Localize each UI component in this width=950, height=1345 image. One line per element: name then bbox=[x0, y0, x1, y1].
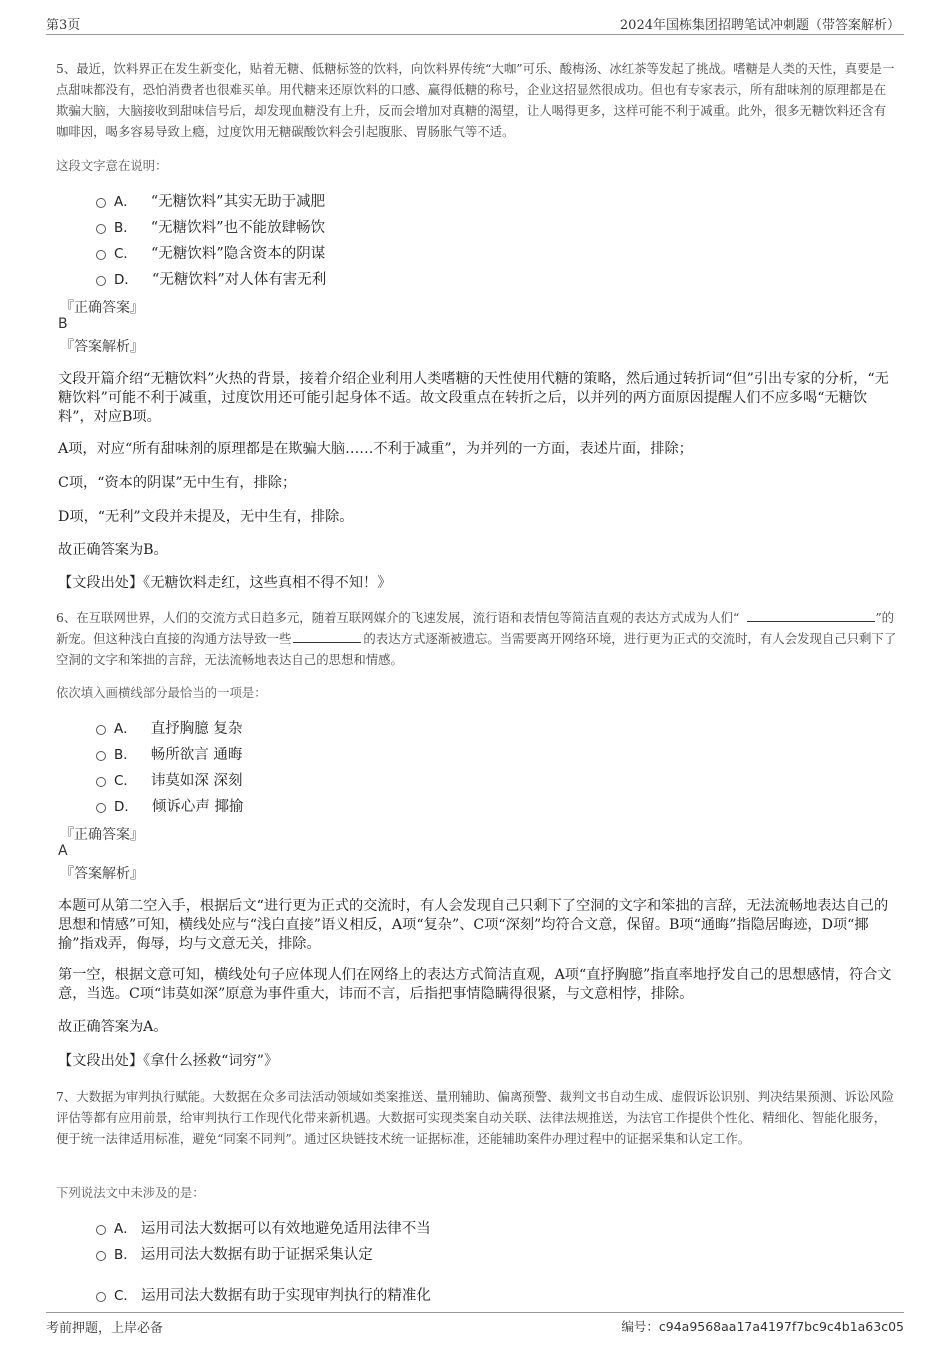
q5-option-c[interactable]: C． “无糖饮料”隐含资本的阴谋 bbox=[96, 242, 325, 262]
q6-analysis-paragraph: 本题可从第二空入手，根据后文“进行更为正式的交流时，有人会发现自己只剩下了空洞的文字和笨拙的言辞，无法流畅地表达自己的思想和情感”可知，横线处应与“浅白直接”语义相反，A项“复杂”、C项“深刻”均符合文意，保留。B项“通晦”指隐居晦迹，D项“揶揄”指戏弄，侮辱，均与文意无关，排除。 bbox=[58, 898, 889, 952]
q6-stem: 6、在互联网世界，人们的交流方式日趋多元，随着互联网媒介的飞速发展，流行语和表情包等简洁直观的表达方式成为人们“ ”的新宠。但这种浅白直接的沟通方法导致一些 的表达方式逐渐被遗忘。当需要离开网络环境，进行更为正式的交流时，有人会发现自己只剩下了空洞的文字和笨拙的言辞，无法流畅地表达自己的思想和情感。 bbox=[56, 610, 897, 667]
q5-answer-label: 『正确答案』 bbox=[60, 300, 144, 316]
page-number: 第3页 bbox=[46, 18, 81, 33]
blank-2[interactable] bbox=[293, 630, 361, 643]
blank-1[interactable] bbox=[747, 609, 875, 622]
q5-option-a[interactable]: A． “无糖饮料”其实无助于减肥 bbox=[96, 190, 325, 210]
document-title: 2024年国栋集团招聘笔试冲刺题（带答案解析） bbox=[619, 18, 900, 33]
page-footer bbox=[46, 1312, 904, 1336]
q5-option-b[interactable]: B． “无糖饮料”也不能放肆畅饮 bbox=[96, 216, 325, 236]
q5-source: 【文段出处】《无糖饮料走红，这些真相不得不知！》 bbox=[58, 575, 392, 591]
radio-icon[interactable] bbox=[96, 803, 106, 813]
q7-option-c[interactable]: C． 运用司法大数据有助于实现审判执行的精准化 bbox=[96, 1284, 431, 1304]
q5-prompt: 这段文字意在说明： bbox=[56, 158, 168, 173]
q5-analysis-paragraph: 文段开篇介绍“无糖饮料”火热的背景，接着介绍企业利用人类嗜糖的天性使用代糖的策略，然后通过转折词“但”引出专家的分析，“无糖饮料”可能不利于减重，过度饮用还可能引起身体不适。故文段重点在转折之后，以并列的两方面原因提醒人们不应多喝“无糖饮料”，对应B项。 bbox=[58, 371, 889, 425]
radio-icon[interactable] bbox=[96, 276, 106, 286]
q6-option-c[interactable]: C． 讳莫如深 深刻 bbox=[96, 769, 243, 789]
q6-prompt: 依次填入画横线部分最恰当的一项是： bbox=[56, 685, 267, 700]
q7-stem: 7、大数据为审判执行赋能。大数据在众多司法活动领域如类案推送、量刑辅助、偏离预警、裁判文书自动生成、虚假诉讼识别、判决结果预测、诉讼风险评估等都有应用前景，给审判执行工作现代化带来新机遇。大数据可实现类案自动关联、法律法规推送，为法官工作提供个性化、精细化、智能化服务，便于统一法律适用标准，避免“同案不同判”。通过区块链技术统一证据标准，还能辅助案件办理过程中的证据采集和认定工作。 bbox=[56, 1089, 895, 1146]
radio-icon[interactable] bbox=[96, 198, 106, 208]
q5-analysis-paragraph: 故正确答案为B。 bbox=[58, 542, 168, 558]
q7-option-b[interactable]: B． 运用司法大数据有助于证据采集认定 bbox=[96, 1243, 373, 1263]
q5-analysis-paragraph: C项，“资本的阴谋”无中生有，排除； bbox=[58, 475, 297, 491]
q5-analysis-paragraph: D项，“无利”文段并未提及，无中生有，排除。 bbox=[58, 509, 354, 525]
q7-prompt: 下列说法文中未涉及的是： bbox=[56, 1185, 205, 1200]
q5-option-d[interactable]: D． “无糖饮料”对人体有害无利 bbox=[96, 268, 326, 288]
q6-analysis-label: 『答案解析』 bbox=[60, 866, 144, 882]
footer-slogan: 考前押题，上岸必备 bbox=[46, 1321, 164, 1336]
q6-analysis-paragraph: 第一空，根据文意可知，横线处句子应体现人们在网络上的表达方式简洁直观，A项“直抒胸臆”指直率地抒发自己的思想感情，符合文意，当选。C项“讳莫如深”原意为事件重大，讳而不言，后指把事情隐瞒得很紧，与文意相悖，排除。 bbox=[58, 967, 892, 1002]
q6-source: 【文段出处】《拿什么拯救“词穷”》 bbox=[58, 1053, 279, 1069]
radio-icon[interactable] bbox=[96, 1292, 106, 1302]
q6-option-b[interactable]: B． 畅所欲言 通晦 bbox=[96, 743, 242, 763]
q6-answer: A bbox=[58, 843, 68, 859]
q7-option-a[interactable]: A． 运用司法大数据可以有效地避免适用法律不当 bbox=[96, 1217, 431, 1237]
q5-analysis-paragraph: A项，对应“所有甜味剂的原理都是在欺骗大脑……不利于减重”，为并列的一方面，表述片面，排除； bbox=[58, 441, 693, 457]
radio-icon[interactable] bbox=[96, 1225, 106, 1235]
q5-answer: B bbox=[58, 316, 68, 332]
radio-icon[interactable] bbox=[96, 777, 106, 787]
radio-icon[interactable] bbox=[96, 725, 106, 735]
document-id: 编号：c94a9568aa17a4197f7bc9c4b1a63c05 bbox=[621, 1319, 904, 1334]
q6-answer-label: 『正确答案』 bbox=[60, 827, 144, 843]
q6-option-a[interactable]: A． 直抒胸臆 复杂 bbox=[96, 717, 242, 737]
radio-icon[interactable] bbox=[96, 1251, 106, 1261]
q6-analysis-paragraph: 故正确答案为A。 bbox=[58, 1019, 168, 1035]
page-header bbox=[46, 12, 904, 35]
radio-icon[interactable] bbox=[96, 751, 106, 761]
q5-analysis-label: 『答案解析』 bbox=[60, 339, 144, 355]
q6-option-d[interactable]: D． 倾诉心声 揶揄 bbox=[96, 795, 244, 815]
radio-icon[interactable] bbox=[96, 224, 106, 234]
q5-stem: 5、最近，饮料界正在发生新变化，贴着无糖、低糖标签的饮料，向饮料界传统“大咖”可乐、酸梅汤、冰红茶等发起了挑战。嗜糖是人类的天性，真要是一点甜味都没有，恐怕消费者也很难买单。用代糖来还原饮料的口感、赢得低糖的称号，企业这招显然很成功。但也有专家表示，所有甜味剂的原理都是在欺骗大脑，大脑接收到甜味信号后，却发现血糖没有上升，反而会增加对真糖的渴望，让人喝得更多，这样可能不利于减重。此外，很多无糖饮料还含有咖啡因，喝多容易导致上瘾，过度饮用无糖碳酸饮料会引起腹胀、胃肠胀气等不适。 bbox=[56, 61, 895, 139]
radio-icon[interactable] bbox=[96, 250, 106, 260]
